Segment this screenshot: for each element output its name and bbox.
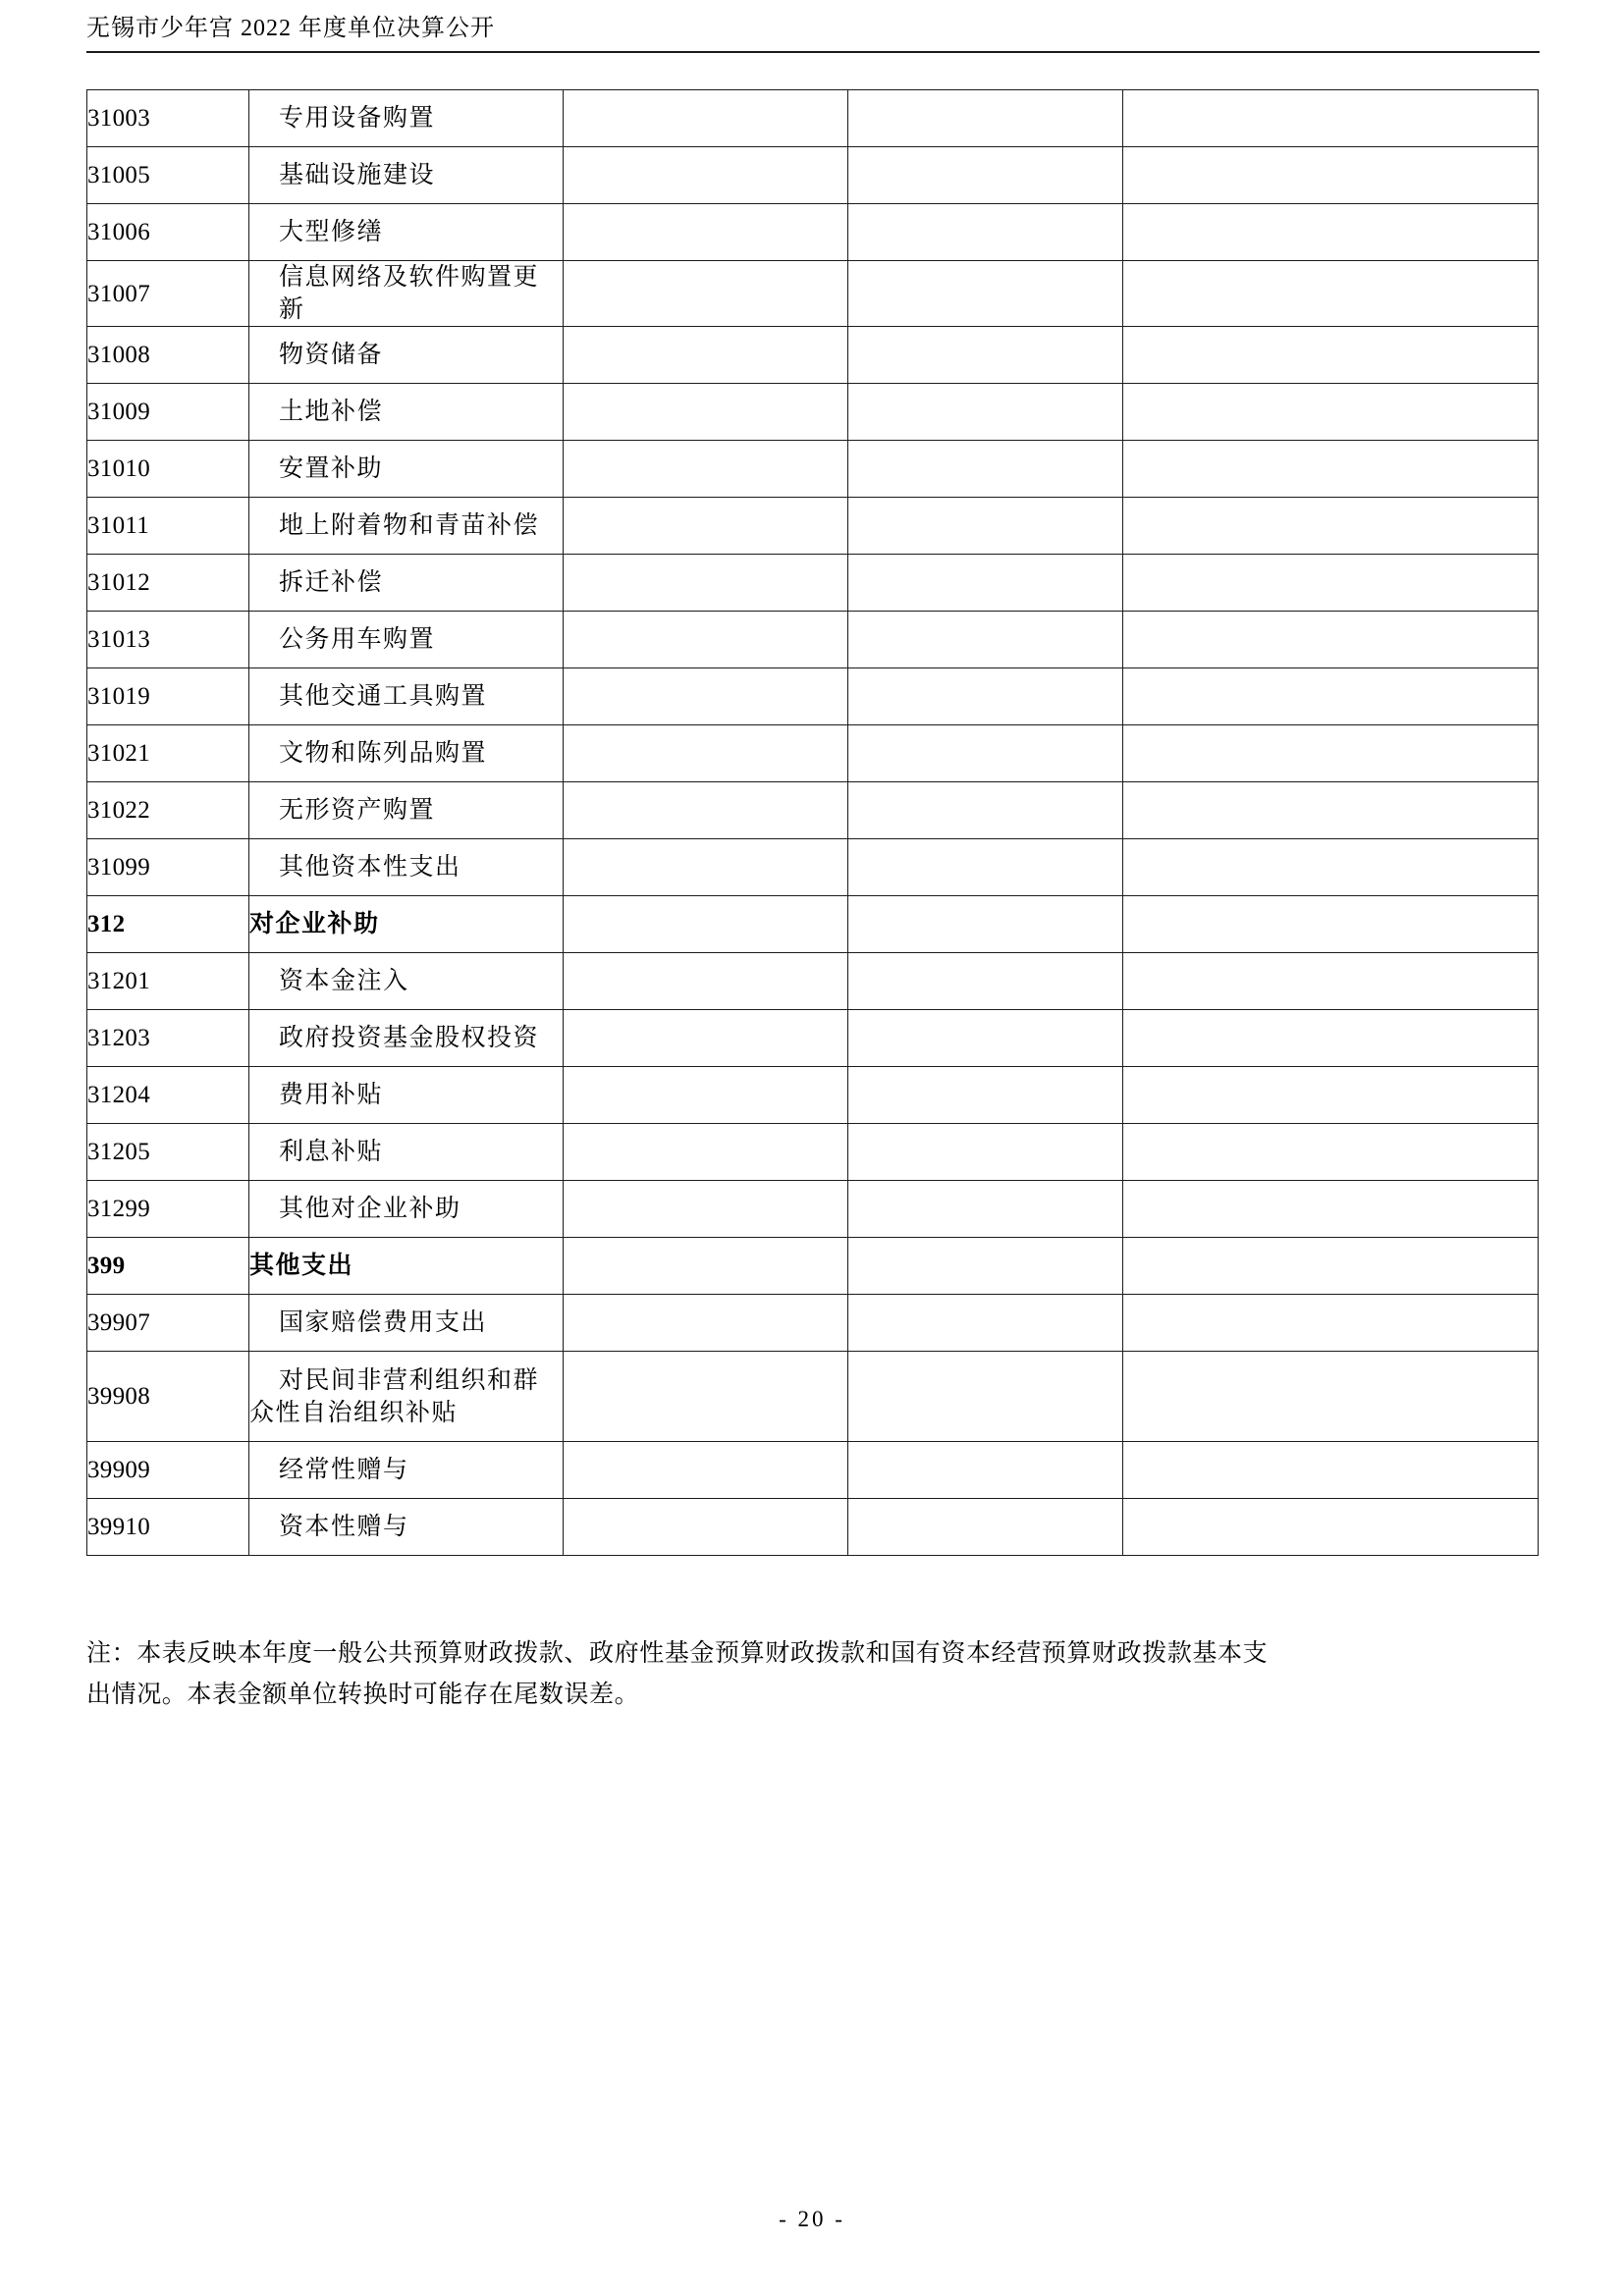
cell-value-1 (564, 261, 848, 327)
cell-subject-name: 其他支出 (249, 1238, 564, 1295)
cell-subject-name-text: 资本性赠与 (279, 1514, 409, 1540)
cell-subject-code: 31011 (87, 498, 249, 555)
cell-subject-name-text: 其他资本性支出 (279, 854, 461, 881)
cell-value-2 (848, 204, 1123, 261)
cell-subject-code: 31204 (87, 1067, 249, 1124)
cell-value-2 (848, 498, 1123, 555)
cell-subject-name-text: 其他对企业补助 (279, 1196, 461, 1222)
cell-subject-name-text: 物资储备 (279, 342, 384, 368)
cell-value-3 (1123, 782, 1539, 839)
table-row (87, 896, 1539, 953)
cell-subject-code: 31013 (87, 612, 249, 668)
cell-value-2 (848, 1238, 1123, 1295)
budget-table-container (86, 89, 1538, 1556)
cell-value-1 (564, 327, 848, 384)
cell-value-2 (848, 612, 1123, 668)
cell-subject-name-text: 信息网络及软件购置更新 (279, 264, 540, 323)
cell-subject-name-text: 公务用车购置 (279, 626, 436, 653)
budget-table-body (87, 90, 1539, 1556)
cell-value-2 (848, 1181, 1123, 1238)
cell-value-2 (848, 90, 1123, 147)
cell-value-3 (1123, 1067, 1539, 1124)
cell-value-2 (848, 1295, 1123, 1352)
table-row (87, 1010, 1539, 1067)
cell-subject-name-text: 无形资产购置 (279, 797, 436, 824)
cell-value-1 (564, 782, 848, 839)
cell-subject-code: 399 (87, 1238, 249, 1295)
cell-subject-code: 31009 (87, 384, 249, 441)
cell-value-1 (564, 896, 848, 953)
cell-value-3 (1123, 204, 1539, 261)
cell-value-2 (848, 1067, 1123, 1124)
cell-subject-name (249, 441, 564, 498)
cell-subject-name (249, 384, 564, 441)
cell-value-3 (1123, 555, 1539, 612)
cell-subject-code: 31205 (87, 1124, 249, 1181)
table-row (87, 498, 1539, 555)
cell-value-3 (1123, 725, 1539, 782)
cell-value-3 (1123, 498, 1539, 555)
table-footnote (86, 1633, 1540, 1716)
cell-value-3 (1123, 1010, 1539, 1067)
table-row (87, 441, 1539, 498)
cell-subject-name-text: 基础设施建设 (279, 162, 436, 188)
cell-value-1 (564, 668, 848, 725)
cell-subject-name (249, 1124, 564, 1181)
table-row (87, 1124, 1539, 1181)
cell-value-2 (848, 1124, 1123, 1181)
table-row (87, 327, 1539, 384)
table-row (87, 1238, 1539, 1295)
table-row (87, 1067, 1539, 1124)
cell-value-3 (1123, 1499, 1539, 1556)
cell-subject-name (249, 725, 564, 782)
cell-subject-name-text: 利息补贴 (279, 1139, 384, 1165)
cell-subject-name-text: 文物和陈列品购置 (279, 740, 488, 767)
cell-value-1 (564, 725, 848, 782)
cell-value-3 (1123, 953, 1539, 1010)
cell-value-1 (564, 1352, 848, 1442)
cell-value-1 (564, 555, 848, 612)
document-title: 无锡市少年宫 2022 年度单位决算公开 (86, 16, 495, 41)
cell-subject-code: 39907 (87, 1295, 249, 1352)
cell-value-1 (564, 204, 848, 261)
cell-subject-name: 对企业补助 (249, 896, 564, 953)
cell-subject-code: 39909 (87, 1442, 249, 1499)
footnote-line-1: 注：本表反映本年度一般公共预算财政拨款、政府性基金预算财政拨款和国有资本经营预算财政拨款基本支 (86, 1640, 1269, 1667)
cell-subject-name-text: 国家赔偿费用支出 (279, 1309, 488, 1336)
cell-value-1 (564, 498, 848, 555)
running-header (86, 14, 1540, 53)
cell-value-3 (1123, 1352, 1539, 1442)
cell-value-1 (564, 1238, 848, 1295)
cell-subject-name (249, 90, 564, 147)
cell-subject-name-text: 费用补贴 (279, 1082, 384, 1108)
cell-value-3 (1123, 327, 1539, 384)
cell-value-1 (564, 1124, 848, 1181)
table-row (87, 204, 1539, 261)
table-row (87, 147, 1539, 204)
footnote-line-2: 出情况。本表金额单位转换时可能存在尾数误差。 (86, 1682, 640, 1708)
cell-value-2 (848, 147, 1123, 204)
cell-value-2 (848, 1010, 1123, 1067)
cell-value-1 (564, 839, 848, 896)
cell-subject-name (249, 1181, 564, 1238)
cell-value-2 (848, 441, 1123, 498)
cell-subject-name-text: 资本金注入 (279, 968, 409, 994)
cell-value-3 (1123, 668, 1539, 725)
cell-subject-name-text: 专用设备购置 (279, 105, 436, 132)
table-row (87, 384, 1539, 441)
cell-value-3 (1123, 1238, 1539, 1295)
cell-value-2 (848, 782, 1123, 839)
cell-subject-name (249, 261, 564, 327)
cell-value-2 (848, 384, 1123, 441)
cell-subject-code: 31012 (87, 555, 249, 612)
cell-subject-name (249, 1499, 564, 1556)
cell-subject-code: 31006 (87, 204, 249, 261)
cell-value-1 (564, 1442, 848, 1499)
cell-subject-name (249, 953, 564, 1010)
cell-subject-name-text: 安置补助 (279, 455, 384, 482)
cell-value-3 (1123, 612, 1539, 668)
cell-value-2 (848, 668, 1123, 725)
cell-value-1 (564, 953, 848, 1010)
cell-subject-code: 31008 (87, 327, 249, 384)
table-row (87, 839, 1539, 896)
cell-value-3 (1123, 1181, 1539, 1238)
cell-subject-name-text: 其他交通工具购置 (279, 683, 488, 710)
cell-value-2 (848, 839, 1123, 896)
cell-subject-name (249, 555, 564, 612)
cell-subject-code: 31099 (87, 839, 249, 896)
cell-subject-name (249, 668, 564, 725)
cell-value-3 (1123, 1442, 1539, 1499)
cell-subject-name (249, 612, 564, 668)
cell-subject-name-text: 经常性赠与 (279, 1457, 409, 1483)
cell-subject-name (249, 147, 564, 204)
cell-subject-name-text: 大型修缮 (279, 219, 384, 245)
cell-subject-code: 31021 (87, 725, 249, 782)
cell-subject-name (249, 1442, 564, 1499)
cell-value-2 (848, 261, 1123, 327)
table-row (87, 1499, 1539, 1556)
cell-subject-name (249, 1295, 564, 1352)
cell-value-3 (1123, 896, 1539, 953)
cell-subject-code: 31010 (87, 441, 249, 498)
cell-subject-name (249, 498, 564, 555)
table-row (87, 668, 1539, 725)
table-row (87, 90, 1539, 147)
table-row (87, 1442, 1539, 1499)
cell-value-2 (848, 953, 1123, 1010)
table-row (87, 612, 1539, 668)
cell-subject-name (249, 327, 564, 384)
cell-subject-name-text: 土地补偿 (279, 399, 384, 425)
table-row (87, 1295, 1539, 1352)
cell-value-1 (564, 384, 848, 441)
cell-value-3 (1123, 839, 1539, 896)
cell-value-3 (1123, 261, 1539, 327)
table-row (87, 953, 1539, 1010)
cell-value-1 (564, 90, 848, 147)
cell-value-1 (564, 1295, 848, 1352)
cell-subject-code: 312 (87, 896, 249, 953)
cell-value-3 (1123, 1124, 1539, 1181)
cell-value-2 (848, 725, 1123, 782)
cell-value-1 (564, 441, 848, 498)
cell-subject-name (249, 839, 564, 896)
table-row (87, 261, 1539, 327)
cell-subject-code: 31007 (87, 261, 249, 327)
cell-value-3 (1123, 1295, 1539, 1352)
cell-subject-name (249, 782, 564, 839)
cell-subject-code: 31022 (87, 782, 249, 839)
cell-subject-code: 39908 (87, 1352, 249, 1442)
cell-value-1 (564, 1010, 848, 1067)
cell-subject-code: 31203 (87, 1010, 249, 1067)
cell-value-3 (1123, 441, 1539, 498)
cell-value-1 (564, 147, 848, 204)
cell-subject-name (249, 1352, 564, 1442)
cell-subject-code: 39910 (87, 1499, 249, 1556)
cell-subject-name-text: 对民间非营利组织和群众性自治组织补贴 (249, 1366, 540, 1426)
cell-value-1 (564, 1499, 848, 1556)
cell-subject-name (249, 1010, 564, 1067)
cell-subject-name (249, 1067, 564, 1124)
table-row (87, 782, 1539, 839)
cell-subject-code: 31299 (87, 1181, 249, 1238)
table-row (87, 725, 1539, 782)
cell-value-1 (564, 612, 848, 668)
cell-value-3 (1123, 90, 1539, 147)
cell-subject-name (249, 204, 564, 261)
page-number: - 20 - (779, 2207, 845, 2231)
cell-value-2 (848, 1352, 1123, 1442)
cell-value-1 (564, 1067, 848, 1124)
cell-value-2 (848, 896, 1123, 953)
cell-subject-name-text: 地上附着物和青苗补偿 (279, 512, 540, 539)
cell-subject-code: 31201 (87, 953, 249, 1010)
cell-subject-name-text: 拆迁补偿 (279, 569, 384, 596)
table-row (87, 1181, 1539, 1238)
cell-subject-name-text: 政府投资基金股权投资 (279, 1025, 540, 1051)
cell-value-1 (564, 1181, 848, 1238)
cell-value-2 (848, 555, 1123, 612)
cell-value-3 (1123, 384, 1539, 441)
cell-value-2 (848, 1442, 1123, 1499)
cell-subject-code: 31019 (87, 668, 249, 725)
cell-value-2 (848, 1499, 1123, 1556)
cell-value-3 (1123, 147, 1539, 204)
table-row (87, 1352, 1539, 1442)
cell-subject-code: 31003 (87, 90, 249, 147)
cell-subject-code: 31005 (87, 147, 249, 204)
budget-table (86, 89, 1539, 1556)
table-row (87, 555, 1539, 612)
cell-value-2 (848, 327, 1123, 384)
